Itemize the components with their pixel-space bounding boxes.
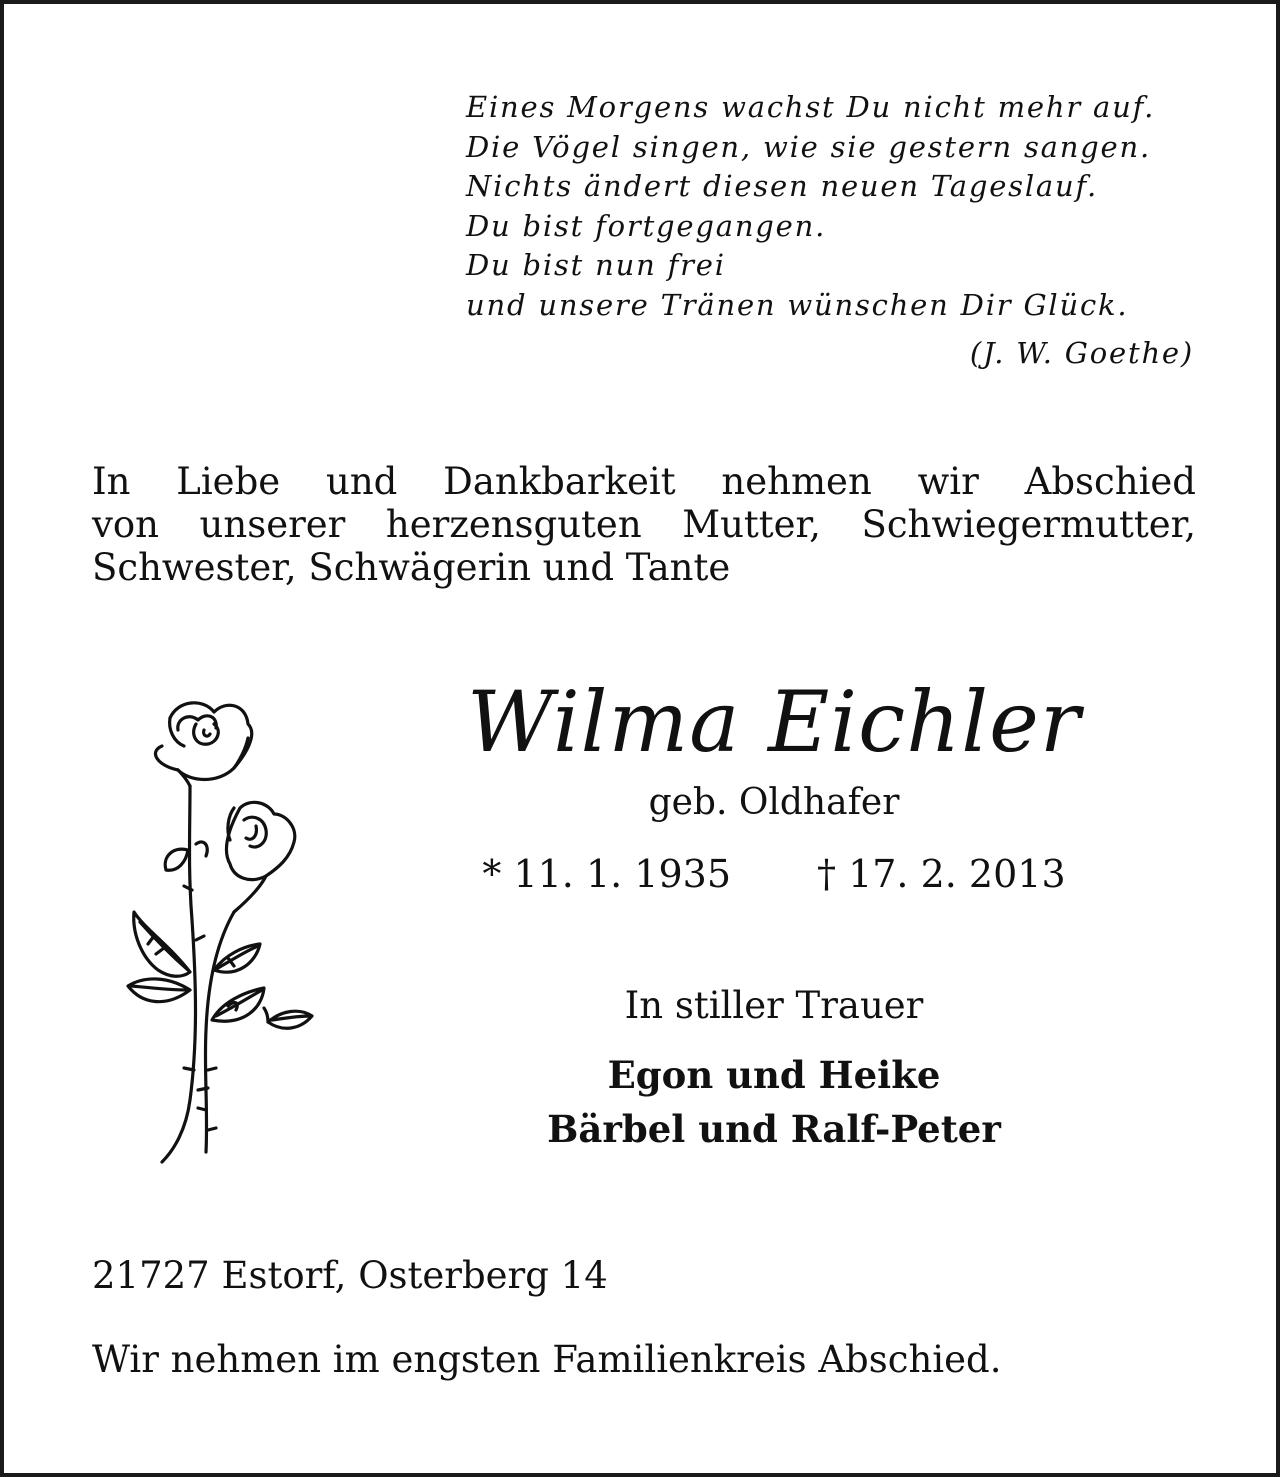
closing-note: Wir nehmen im engsten Familienkreis Abschied. <box>92 1338 1002 1381</box>
mourner-line: Bärbel und Ralf-Peter <box>547 1107 1001 1151</box>
intro-line: von unserer herzensguten Mutter, Schwiegermutter, <box>92 503 1196 546</box>
deceased-name: Wilma Eichler <box>466 673 1082 771</box>
poem <box>466 88 1196 326</box>
poem-attribution: (J. W. Goethe) <box>969 336 1194 370</box>
death-date: † 17. 2. 2013 <box>817 852 1066 896</box>
poem-line: Eines Morgens wachst Du nicht mehr auf. <box>466 90 1156 124</box>
rose-illustration-icon <box>118 690 328 1170</box>
address: 21727 Estorf, Osterberg 14 <box>92 1254 608 1297</box>
birth-date: * 11. 1. 1935 <box>482 852 731 896</box>
life-dates <box>440 852 1108 896</box>
poem-line: und unsere Tränen wünschen Dir Glück. <box>466 287 1129 322</box>
intro-line: In Liebe und Dankbarkeit nehmen wir Abschied <box>92 460 1196 503</box>
mourner-line: Egon und Heike <box>607 1053 941 1097</box>
intro-text <box>92 460 1196 589</box>
poem-line: Nichts ändert diesen neuen Tageslauf. <box>466 169 1099 204</box>
poem-line: Die Vögel singen, wie sie gestern sangen. <box>466 129 1152 164</box>
intro-line: Schwester, Schwägerin und Tante <box>92 546 731 589</box>
birth-name: geb. Oldhafer <box>648 782 900 823</box>
poem-line: Du bist nun frei <box>466 248 726 283</box>
mourning-phrase: In stiller Trauer <box>624 984 924 1027</box>
poem-line: Du bist fortgegangen. <box>466 208 827 243</box>
mourners <box>440 1048 1108 1156</box>
